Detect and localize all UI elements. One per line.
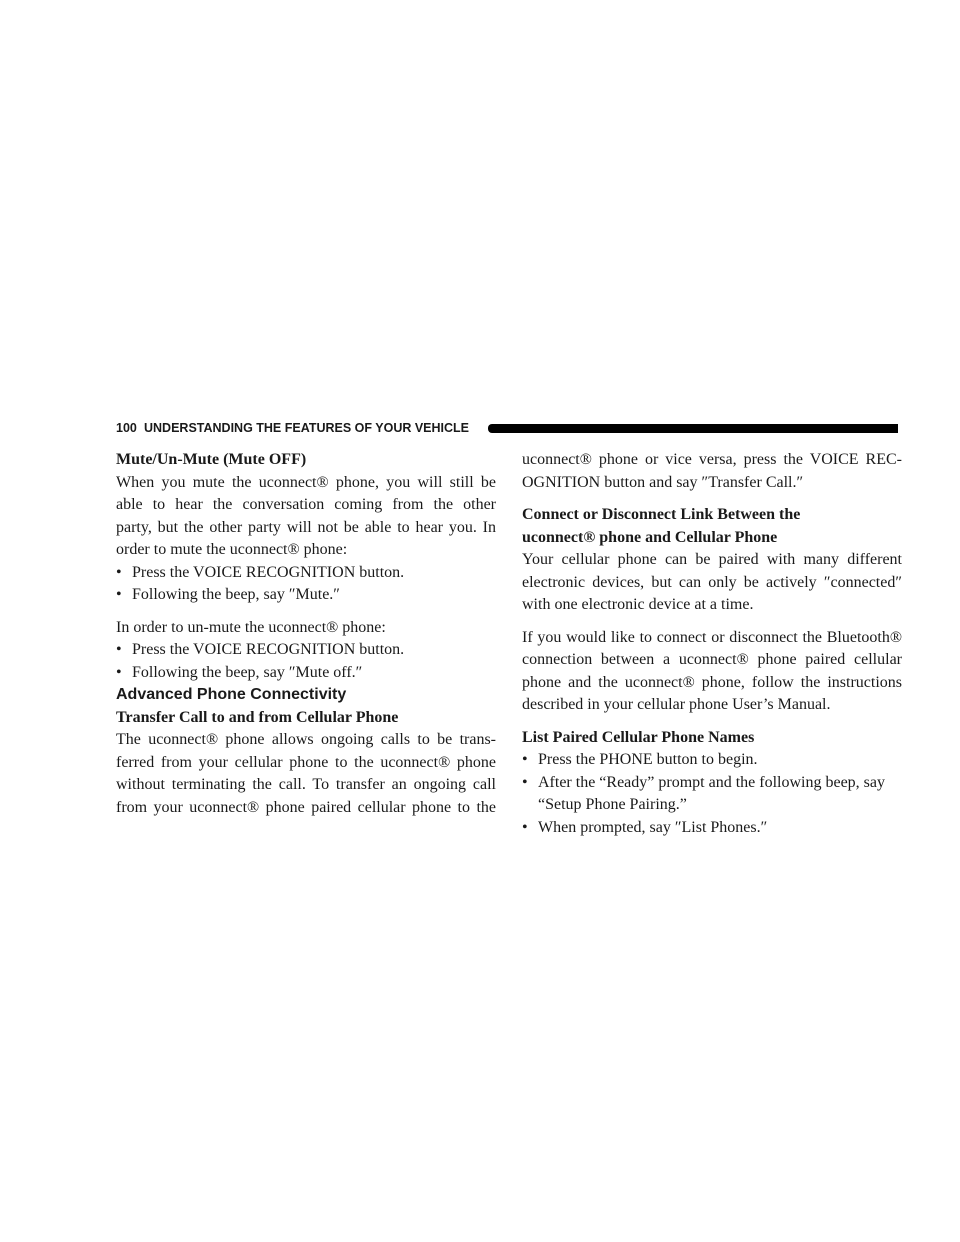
- heading-connect-disconnect: uconnect® phone and Cellular Phone: [522, 528, 778, 546]
- mute-paragraph-line: able to hear the conversation coming from the other: [116, 496, 496, 513]
- paired-paragraph-line: with one electronic device at a time.: [522, 596, 754, 613]
- page-number: 100: [116, 421, 137, 435]
- heading-transfer-call: Transfer Call to and from Cellular Phone: [116, 708, 399, 726]
- bluetooth-paragraph-line: phone and the uconnect® phone, follow the instructions: [522, 673, 902, 691]
- running-header: [116, 420, 898, 436]
- bullet-icon: •: [522, 773, 528, 791]
- transfer-paragraph-line: ferred from your cellular phone to the uconnect® phone: [116, 753, 496, 771]
- mute-paragraph-line: party, but the other party will not be able to hear you. In: [116, 518, 496, 536]
- mute-paragraph-line: order to mute the uconnect® phone:: [116, 541, 348, 558]
- bullet-icon: •: [116, 663, 122, 681]
- section-heading: Advanced Phone Connectivity: [116, 686, 347, 703]
- bullet-icon: •: [522, 818, 528, 836]
- list-item: • Following the beep, say ″Mute.″: [116, 584, 496, 607]
- list-item: • After the “Ready” prompt and the following beep, say “Setup Phone Pairing.”: [522, 773, 885, 813]
- paired-paragraph-line: Your cellular phone can be paired with many different: [522, 551, 902, 568]
- bluetooth-paragraph-line: If you would like to connect or disconnect the Bluetooth®: [522, 628, 902, 646]
- paired-paragraph-line: electronic devices, but can only be actively ″connected″: [522, 573, 902, 591]
- unmute-paragraph: In order to un-mute the uconnect® phone:: [116, 618, 386, 636]
- mute-paragraph-line: When you mute the uconnect® phone, you will still be: [116, 473, 496, 491]
- heading-mute: Mute/Un-Mute (Mute OFF): [116, 451, 307, 468]
- header-title: UNDERSTANDING THE FEATURES OF YOUR VEHICLE: [144, 421, 470, 435]
- transfer-continued-line: OGNITION button and say ″Transfer Call.″: [522, 473, 804, 491]
- list-item: • Press the PHONE button to begin.: [522, 749, 902, 772]
- bullet-icon: •: [522, 751, 528, 768]
- bluetooth-paragraph-line: connection between a uconnect® phone paired cellular: [522, 651, 902, 668]
- header-rule: [488, 424, 898, 433]
- bluetooth-paragraph-line: described in your cellular phone User’s Manual.: [522, 696, 831, 713]
- bullet-icon: •: [116, 563, 122, 581]
- bullet-icon: •: [116, 586, 122, 603]
- heading-list-phones: List Paired Cellular Phone Names: [522, 728, 755, 746]
- transfer-paragraph-line: without terminating the call. To transfer an ongoing call: [116, 776, 496, 793]
- left-column: [116, 449, 496, 819]
- list-item: • When prompted, say ″List Phones.″: [522, 817, 902, 840]
- right-column: [522, 449, 902, 839]
- transfer-continued-line: uconnect® phone or vice versa, press the VOICE REC-: [522, 451, 902, 468]
- transfer-paragraph-line: The uconnect® phone allows ongoing calls to be trans-: [116, 731, 496, 748]
- heading-connect-disconnect: Connect or Disconnect Link Between the: [522, 506, 801, 523]
- bullet-icon: •: [116, 641, 122, 658]
- transfer-paragraph-line: from your uconnect® phone paired cellular phone to the: [116, 798, 496, 816]
- list-item: • Press the VOICE RECOGNITION button.: [116, 639, 496, 662]
- list-item: • Press the VOICE RECOGNITION button.: [116, 562, 496, 585]
- list-item: • Following the beep, say ″Mute off.″: [116, 662, 496, 685]
